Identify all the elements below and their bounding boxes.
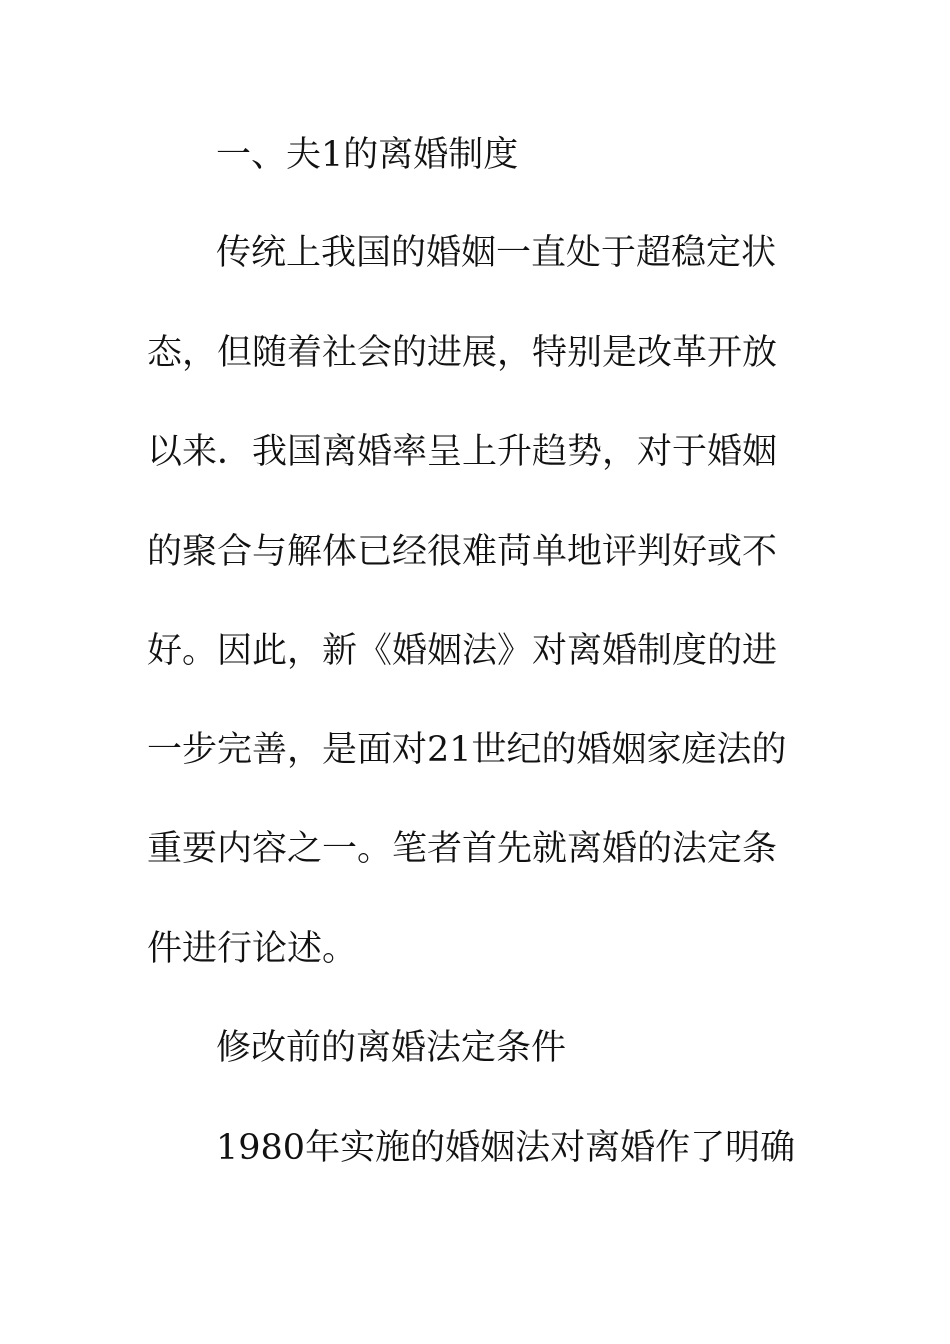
paragraph-line: 一步完善，是面对21世纪的婚姻家庭法的 bbox=[147, 730, 787, 770]
paragraph-line: 件进行论述。 bbox=[147, 929, 358, 969]
section-heading: 一、夫1的离婚制度 bbox=[216, 135, 519, 175]
paragraph-line: 1980年实施的婚姻法对离婚作了明确 bbox=[216, 1128, 796, 1168]
paragraph-line: 重要内容之一。笔者首先就离婚的法定条 bbox=[147, 829, 778, 869]
subsection-heading: 修改前的离婚法定条件 bbox=[216, 1028, 567, 1068]
paragraph-line: 好。因此，新《婚姻法》对离婚制度的进 bbox=[147, 631, 778, 671]
paragraph-line: 态，但随着社会的进展，特别是改革开放 bbox=[147, 333, 778, 373]
paragraph-line: 的聚合与解体已经很难苘单地评判好或不 bbox=[147, 532, 778, 572]
paragraph-line: 传统上我国的婚姻一直处于超稳定状 bbox=[216, 233, 777, 273]
paragraph-line: 以来．我国离婚率呈上升趋势，对于婚姻 bbox=[147, 432, 778, 472]
